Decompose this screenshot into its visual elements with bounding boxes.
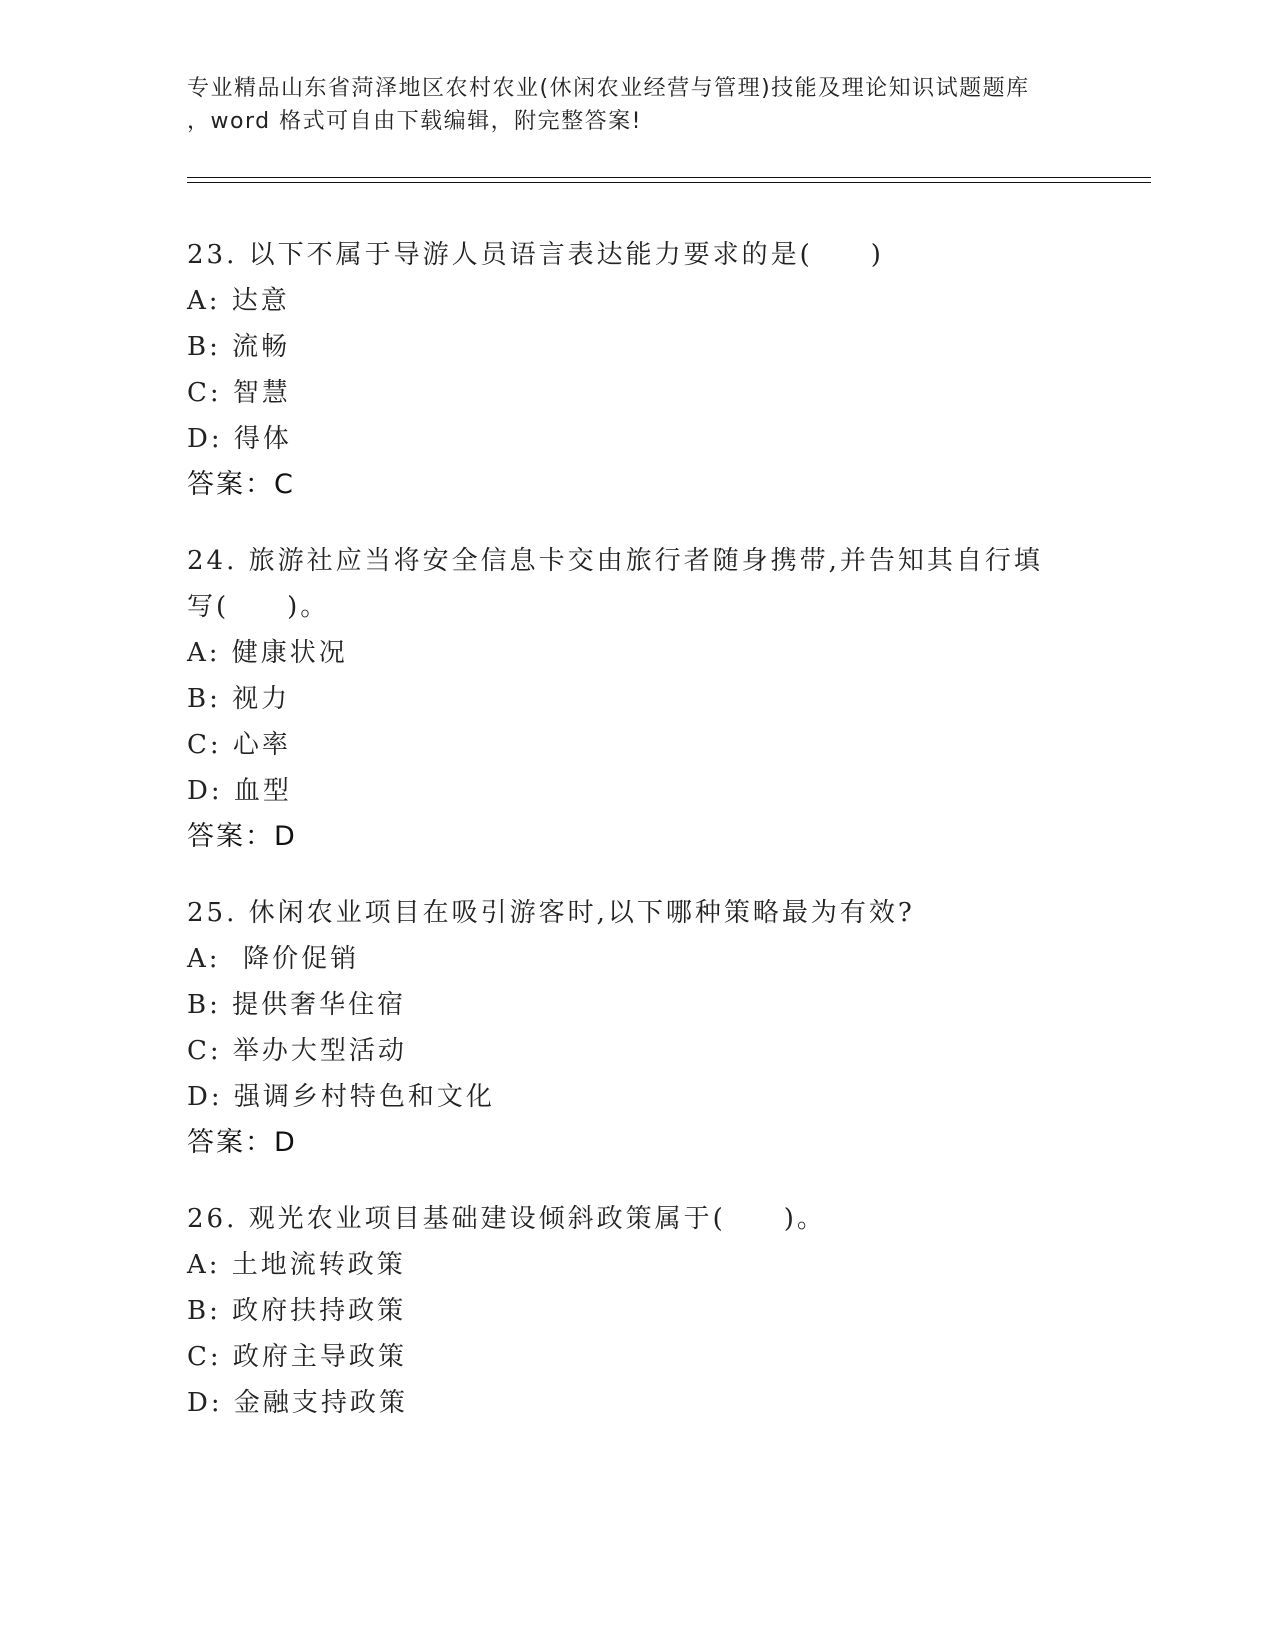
question-stem: 25. 休闲农业项目在吸引游客时,以下哪种策略最为有效? [187,898,915,928]
option-a: A: 土地流转政策 [187,1250,406,1280]
option-c: C: 举办大型活动 [187,1036,407,1066]
question-24 [187,538,1147,860]
header-title-line-2: ，word 格式可自由下载编辑，附完整答案! [187,109,642,134]
option-a: A: 健康状况 [187,638,348,668]
option-c: C: 智慧 [187,378,291,408]
question-list [187,232,1147,1456]
option-a: A: 达意 [187,286,290,316]
question-stem: 26. 观光农业项目基础建设倾斜政策属于( )。 [187,1204,826,1234]
option-d: D: 金融支持政策 [187,1388,408,1418]
header-divider-bottom [187,182,1151,183]
header-title-line-1: 专业精品山东省菏泽地区农村农业(休闲农业经营与管理)技能及理论知识试题题库 [187,76,1030,101]
answer-line: 答案：D [187,1127,297,1158]
option-b: B: 政府扶持政策 [187,1296,407,1326]
question-26 [187,1196,1147,1426]
header-divider-top [187,177,1151,178]
option-d: D: 强调乡村特色和文化 [187,1082,495,1112]
question-25 [187,890,1147,1166]
option-c: C: 心率 [187,730,291,760]
option-a: A: 降价促销 [187,944,360,974]
option-b: B: 视力 [187,684,291,714]
question-stem: 23. 以下不属于导游人员语言表达能力要求的是( ) [187,240,884,270]
option-d: D: 得体 [187,424,292,454]
option-b: B: 流畅 [187,332,291,362]
option-c: C: 政府主导政策 [187,1342,407,1372]
answer-line: 答案：D [187,821,297,852]
option-b: B: 提供奢华住宿 [187,990,407,1020]
question-stem: 24. 旅游社应当将安全信息卡交由旅行者随身携带,并告知其自行填写( )。 [187,546,1043,622]
answer-line: 答案：C [187,469,295,500]
option-d: D: 血型 [187,776,292,806]
question-23 [187,232,1147,508]
document-header [187,72,1147,138]
